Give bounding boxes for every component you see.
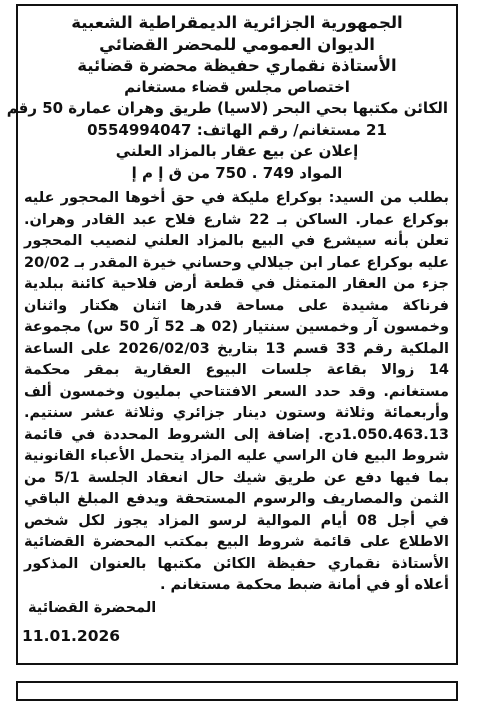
notice-subject: إعلان عن بيع عقار بالمزاد العلني xyxy=(115,142,359,160)
jurisdiction: اختصاص مجلس قضاء مستغانم xyxy=(124,77,350,96)
bailiff-name: الأستاذة نقماري حفيظة محضرة قضائية xyxy=(77,56,397,75)
office-phone: 21 مستغانم/ رقم الهاتف: 0554994047 xyxy=(87,120,387,139)
republic-title: الجمهورية الجزائرية الديمقراطية الشعبية xyxy=(71,13,403,32)
office-title: الديوان العمومي للمحضر القضائي xyxy=(99,34,375,54)
notice-body-text: بطلب من السيد: بوكراع مليكة في حق أخوها المحجور عليه بوكراع عمار. الساكن بـ 22 شارع فلاح عبد القادر وهران. تعلن بأنه سيشرع في البيع بالمزاد العلني لنصيب المحجور عليه بوكراع عمار ابن جيلالي وحساني خيرة المقدر بـ 20/02 جزء من العقار المتمثل في قطعة أرض فلاحية كائنة ببلدية فرناكة مشيدة على مساحة قدرها اثنان هكتار واثنان وخمسون آر وخمسين سنتيار (02 هـ 52 آر 50 س) مجموعة الملكية رقم 33 قسم 13 بتاريخ 2026/02/03 على الساعة 14 زوالا بقاعة جلسات البيوع العقارية بمقر محكمة مستغانم. وقد حدد السعر الافتتاحي بمليون وخمسون ألف وأربعمائة وثلاثة وستون دينار جزائري وثلاثة عشر سنتيم. 1.050.463.13دج. إضافة إلى الشروط المحددة في قائمة شروط البيع فان الراسي عليه المزاد يتحمل الأعباء القانونية بما فيها دفع عن طريق شيك حال انعقاد الجلسة 5/1 من الثمن والمصاريف والرسوم المستحقة ويدفع المبلغ الباقي في أجل 08 أيام الموالية لرسو المزاد يجوز لكل شخص الاطلاع على قائمة شروط البيع بمكتب المحضرة القضائية الأستاذة نقماري حفيظة الكائن مكتبها بالعنوان المذكور أعلاه أو في أمانة ضبط محكمة مستغانم . xyxy=(24,190,450,593)
notice-body xyxy=(18,188,456,597)
notice-date: 11.01.2026 xyxy=(22,626,121,645)
legal-articles: المواد 749 . 750 من ق إ م إ xyxy=(131,163,343,182)
notice-header xyxy=(6,6,456,184)
signature: المحضرة القضائية xyxy=(28,599,157,616)
legal-notice xyxy=(6,4,458,665)
office-address: الكائن مكتبها بحي البحر (لاسيا) طريق وهران عمارة 50 رقم xyxy=(6,99,448,117)
next-notice-frame xyxy=(16,681,458,701)
